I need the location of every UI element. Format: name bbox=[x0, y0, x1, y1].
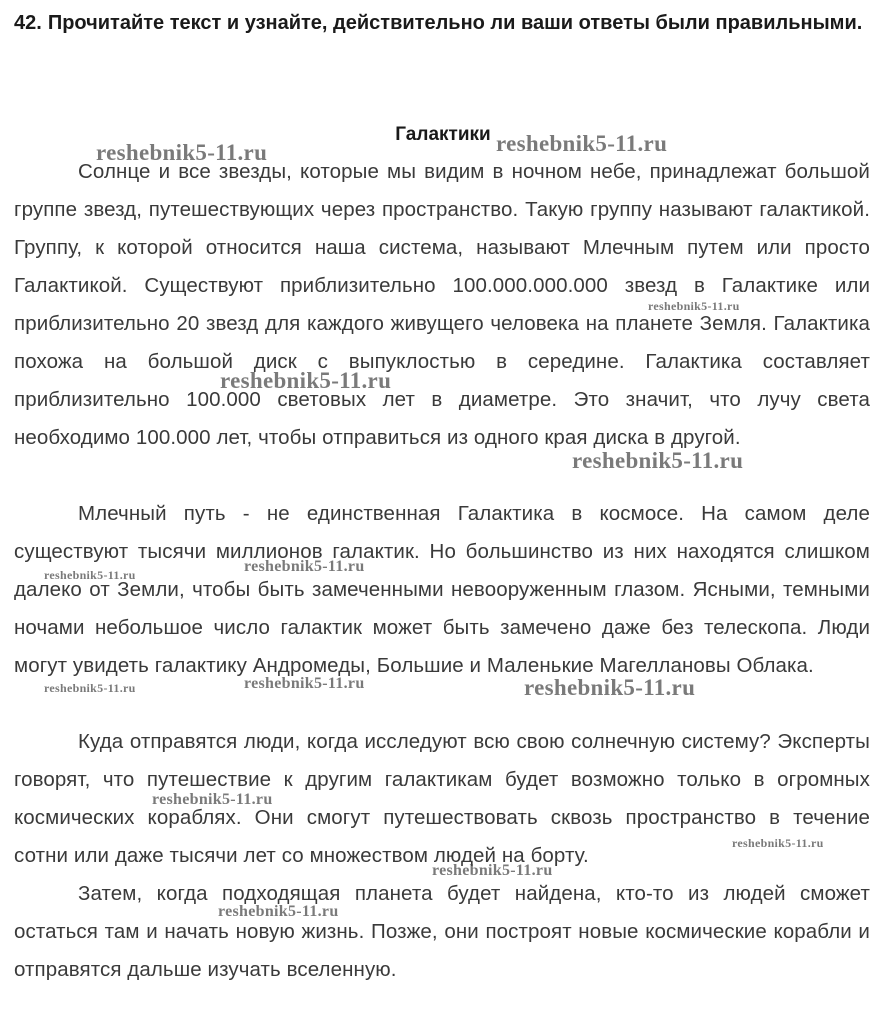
watermark-stamp: reshebnik5-11.ru bbox=[572, 448, 744, 473]
watermark-stamp: reshebnik5-11.ru bbox=[432, 862, 553, 879]
watermark-stamp: reshebnik5-11.ru bbox=[44, 681, 136, 695]
watermark-stamp: reshebnik5-11.ru bbox=[220, 368, 392, 393]
watermark-stamp: reshebnik5-11.ru bbox=[732, 836, 824, 850]
watermark-stamp: reshebnik5-11.ru bbox=[44, 568, 136, 582]
watermark-stamp: reshebnik5-11.ru bbox=[524, 675, 696, 700]
watermark-stamp: reshebnik5-11.ru bbox=[244, 558, 365, 575]
paragraph-2: Млечный путь - не единственная Галактика в космосе. На самом деле существуют тысячи миллионов галактик. Но большинство из них находятся слишком далеко от Земли, чтобы быть замеченными невооруженным глазом. Ясными, темными ночами небольшое число галактик может быть замечено даже без телескопа. Люди могут увидеть галактику Андромеды, Большие и Маленькие Магеллановы Облака. bbox=[14, 502, 870, 677]
paragraph-1: Солнце и все звезды, которые мы видим в ночном небе, принадлежат большой группе звезд, путешествующих через пространство. Такую группу называют галактикой. Группу, к которой относится наша система, называют Млечным путем или просто Галактикой. Существуют приблизительно 100.000.000.000 звезд в Галактике или приблизительно 20 звезд для каждого живущего человека на планете Земля. Галактика похожа на большой диск с выпуклостью в середине. Галактика составляет приблизительно 100.000 световых лет в диаметре. Это значит, что лучу света необходимо 100.000 лет, чтобы отправиться из одного края диска в другой. bbox=[14, 160, 870, 449]
watermark-stamp: reshebnik5-11.ru bbox=[96, 140, 268, 165]
paragraph-4: Затем, когда подходящая планета будет найдена, кто-то из людей сможет остаться там и начать новую жизнь. Позже, они построят новые космические корабли и отправятся дальше изучать вселенную. bbox=[14, 882, 870, 981]
watermark-stamp: reshebnik5-11.ru bbox=[648, 299, 740, 313]
watermark-stamp: reshebnik5-11.ru bbox=[244, 675, 365, 692]
watermark-stamp: reshebnik5-11.ru bbox=[218, 903, 339, 920]
watermark-stamp: reshebnik5-11.ru bbox=[496, 131, 668, 156]
paragraph-3: Куда отправятся люди, когда исследуют всю свою солнечную систему? Эксперты говорят, что путешествие к другим галактикам будет возможно только в огромных космических кораблях. Они смогут путешествовать сквозь пространство в течение сотни или даже тысячи лет со множеством людей на борту. bbox=[14, 730, 870, 867]
task-instruction: Прочитайте текст и узнайте, действительно ли ваши ответы были правильными. bbox=[47, 12, 863, 34]
task-heading bbox=[14, 4, 864, 42]
task-number: 42. bbox=[14, 12, 42, 34]
watermark-stamp: reshebnik5-11.ru bbox=[152, 791, 273, 808]
text-title: Галактики bbox=[395, 124, 491, 145]
